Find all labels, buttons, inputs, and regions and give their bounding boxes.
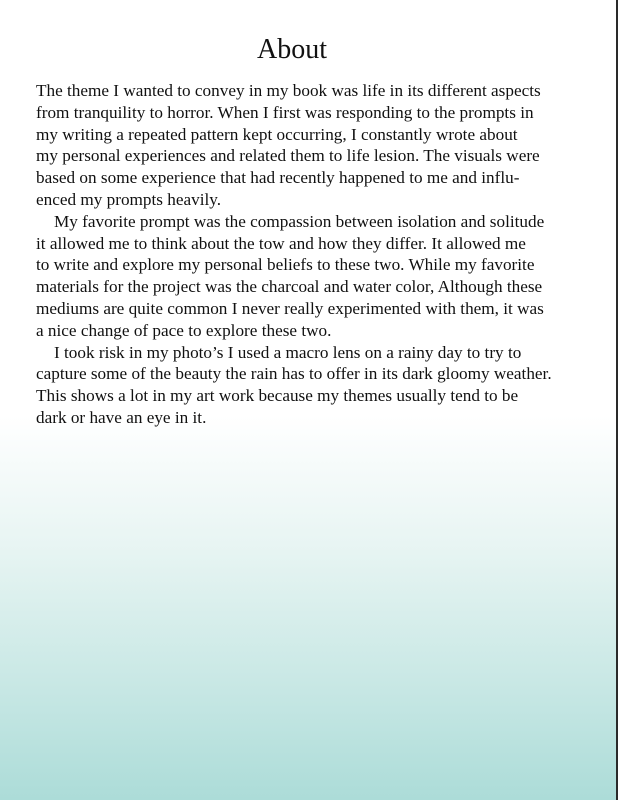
page-title: About (257, 34, 327, 65)
paragraph-line: I took risk in my photo’s I used a macro lens on a rainy day to try to (54, 342, 522, 362)
paragraph-line: from tranquility to horror. When I first was responding to the prompts in (36, 102, 534, 122)
paragraph-line: This shows a lot in my art work because my themes usually tend to be (36, 386, 519, 406)
paragraph-line: enced my prompts heavily. (36, 189, 222, 209)
paragraph-line: The theme I wanted to convey in my book was life in its different aspects (36, 81, 541, 100)
paragraph-line: My favorite prompt was the compassion between isolation and solitude (54, 211, 545, 231)
paragraph-2 (36, 211, 596, 342)
paragraph-line: a nice change of pace to explore these two. (36, 320, 332, 340)
paragraph-1 (36, 80, 596, 211)
paragraph-line: capture some of the beauty the rain has to offer in its dark gloomy weather. (36, 364, 552, 384)
paragraph-line: my personal experiences and related them to life lesion. The visuals were (36, 146, 540, 166)
paragraph-line: dark or have an eye in it. (36, 407, 207, 427)
paragraph-line: it allowed me to think about the tow and how they differ. It allowed me (36, 233, 526, 253)
paragraph-line: my writing a repeated pattern kept occurring, I constantly wrote about (36, 124, 518, 144)
paragraph-line: based on some experience that had recently happened to me and influ- (36, 168, 520, 188)
paragraph-3 (36, 342, 596, 429)
paragraph-line: materials for the project was the charcoal and water color, Although these (36, 277, 543, 297)
body-text (36, 80, 596, 429)
paragraph-line: mediums are quite common I never really experimented with them, it was (36, 298, 544, 318)
paragraph-line: to write and explore my personal beliefs to these two. While my favorite (36, 255, 535, 275)
